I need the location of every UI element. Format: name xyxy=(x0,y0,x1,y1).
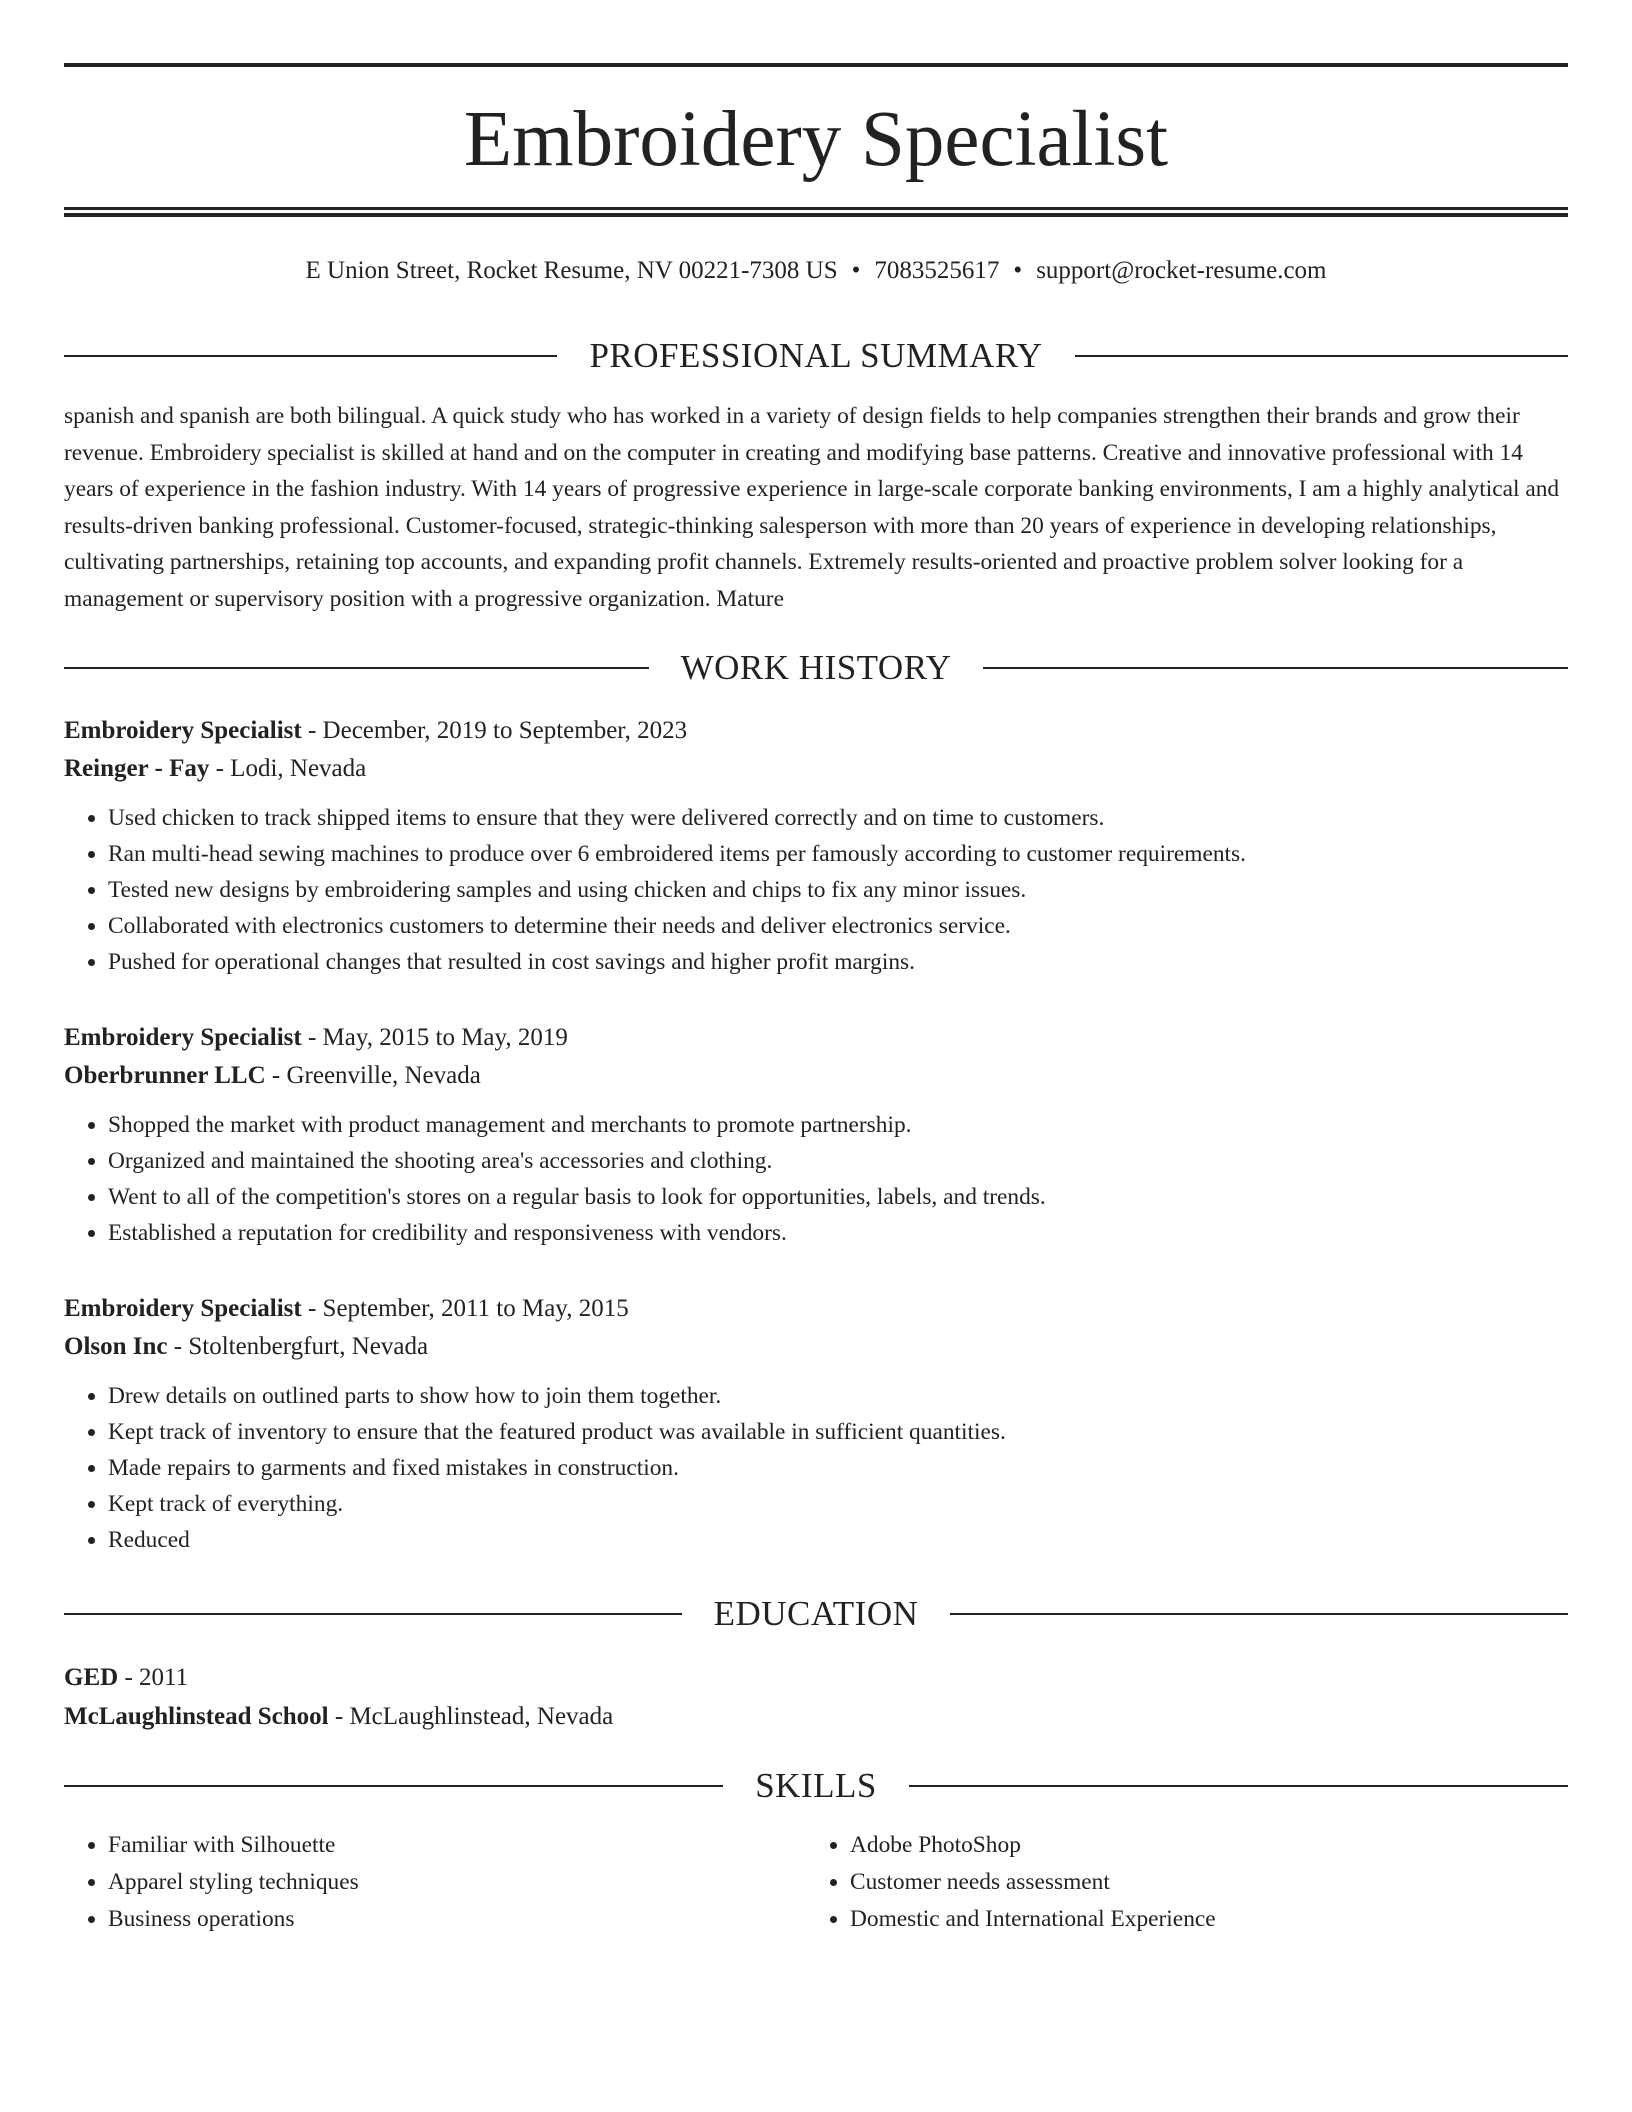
skill-item: • Apparel styling techniques xyxy=(108,1864,806,1901)
skill-item: • Domestic and International Experience xyxy=(850,1901,1548,1938)
heading-rule-left xyxy=(64,667,649,669)
section-title: SKILLS xyxy=(755,1766,877,1805)
heading-rule-left xyxy=(64,1613,682,1615)
header-double-rule xyxy=(64,207,1568,217)
job-role-line xyxy=(64,712,1568,750)
contact-separator: • xyxy=(1013,257,1023,284)
education-location: - McLaughlinstead, Nevada xyxy=(328,1703,614,1730)
job-dates: - May, 2015 to May, 2019 xyxy=(301,1024,568,1051)
list-item: • Used chicken to track shipped items to ensure that they were delivered correctly and on time to customers. xyxy=(108,800,1568,836)
job-company-line xyxy=(64,1057,1568,1095)
job-location: - Greenville, Nevada xyxy=(265,1062,481,1089)
job-role-line xyxy=(64,1290,1568,1328)
job-dates: - September, 2011 to May, 2015 xyxy=(301,1295,629,1322)
list-item: • Pushed for operational changes that resulted in cost savings and higher profit margins. xyxy=(108,944,1568,980)
section-heading-skills xyxy=(64,1764,1568,1808)
skill-item: • Adobe PhotoShop xyxy=(850,1827,1548,1864)
skill-item: • Customer needs assessment xyxy=(850,1864,1548,1901)
section-heading-education xyxy=(64,1592,1568,1636)
heading-rule-left xyxy=(64,1785,723,1787)
education-school-line xyxy=(64,1697,1568,1736)
list-item: • Tested new designs by embroidering samples and using chicken and chips to fix any minor issues. xyxy=(108,872,1568,908)
header-top-rule xyxy=(64,63,1568,67)
section-title: WORK HISTORY xyxy=(680,648,952,687)
section-heading-work-history xyxy=(64,646,1568,690)
heading-rule-left xyxy=(64,355,557,357)
education-school: McLaughlinstead School xyxy=(64,1703,329,1730)
list-item: • Collaborated with electronics customers to determine their needs and deliver electronics service. xyxy=(108,908,1568,944)
heading-rule-right xyxy=(950,1613,1568,1615)
summary-text: spanish and spanish are both bilingual. A quick study who has worked in a variety of design fields to help companies strengthen their brands and grow their revenue. Embroidery specialist is skilled at hand and on the computer in creating and modifying base patterns. Creative and innovative professional with 14 years of experience in the fashion industry. With 14 years of progressive experience in large-scale corporate banking environments, I am a highly analytical and results-driven banking professional. Customer-focused, strategic-thinking salesperson with more than 20 years of experience in developing relationships, cultivating partnerships, retaining top accounts, and expanding profit channels. Extremely results-oriented and proactive problem solver looking for a management or supervisory position with a progressive organization. Mature xyxy=(64,403,1560,612)
list-item: • Established a reputation for credibility and responsiveness with vendors. xyxy=(108,1215,1568,1251)
resume-title: Embroidery Specialist xyxy=(463,96,1169,183)
skills-column-right xyxy=(806,1827,1548,1938)
job-entry xyxy=(64,712,1568,980)
heading-rule-right xyxy=(909,1785,1568,1787)
list-item: • Reduced xyxy=(108,1522,1568,1558)
job-bullets xyxy=(64,1378,1568,1558)
section-title: EDUCATION xyxy=(713,1594,919,1633)
education-entry xyxy=(64,1658,1568,1736)
education-year: - 2011 xyxy=(118,1664,189,1691)
skills-list xyxy=(64,1827,1568,1938)
contact-separator: • xyxy=(851,257,861,284)
job-entry xyxy=(64,1290,1568,1558)
section-title: PROFESSIONAL SUMMARY xyxy=(589,336,1043,375)
job-title: Embroidery Specialist xyxy=(64,717,302,744)
job-location: - Lodi, Nevada xyxy=(209,755,367,782)
job-company: Oberbrunner LLC xyxy=(64,1062,266,1089)
job-company-line xyxy=(64,1328,1568,1366)
job-title: Embroidery Specialist xyxy=(64,1024,302,1051)
job-role-line xyxy=(64,1019,1568,1057)
contact-phone: 7083525617 xyxy=(874,257,1000,284)
list-item: • Organized and maintained the shooting area's accessories and clothing. xyxy=(108,1143,1568,1179)
job-company: Reinger - Fay xyxy=(64,755,210,782)
skills-column-left xyxy=(64,1827,806,1938)
job-location: - Stoltenbergfurt, Nevada xyxy=(167,1333,429,1360)
list-item: • Kept track of everything. xyxy=(108,1486,1568,1522)
list-item: • Kept track of inventory to ensure that the featured product was available in sufficient quantities. xyxy=(108,1414,1568,1450)
job-entry xyxy=(64,1019,1568,1251)
list-item: • Made repairs to garments and fixed mistakes in construction. xyxy=(108,1450,1568,1486)
education-degree: GED xyxy=(64,1664,119,1691)
contact-line xyxy=(64,254,1568,288)
list-item: • Went to all of the competition's stores on a regular basis to look for opportunities, labels, and trends. xyxy=(108,1179,1568,1215)
list-item: • Ran multi-head sewing machines to produce over 6 embroidered items per famously according to customer requirements. xyxy=(108,836,1568,872)
list-item: • Shopped the market with product management and merchants to promote partnership. xyxy=(108,1107,1568,1143)
list-item: • Drew details on outlined parts to show how to join them together. xyxy=(108,1378,1568,1414)
job-title: Embroidery Specialist xyxy=(64,1295,302,1322)
job-bullets xyxy=(64,800,1568,980)
job-bullets xyxy=(64,1107,1568,1251)
job-dates: - December, 2019 to September, 2023 xyxy=(301,717,688,744)
skill-item: • Familiar with Silhouette xyxy=(108,1827,806,1864)
skill-item: • Business operations xyxy=(108,1901,806,1938)
heading-rule-right xyxy=(1075,355,1568,357)
section-heading-summary xyxy=(64,334,1568,378)
contact-address: E Union Street, Rocket Resume, NV 00221-7308 US xyxy=(305,257,838,284)
heading-rule-right xyxy=(983,667,1568,669)
job-company-line xyxy=(64,750,1568,788)
job-company: Olson Inc xyxy=(64,1333,168,1360)
contact-email: support@rocket-resume.com xyxy=(1036,257,1327,284)
education-degree-line xyxy=(64,1658,1568,1697)
